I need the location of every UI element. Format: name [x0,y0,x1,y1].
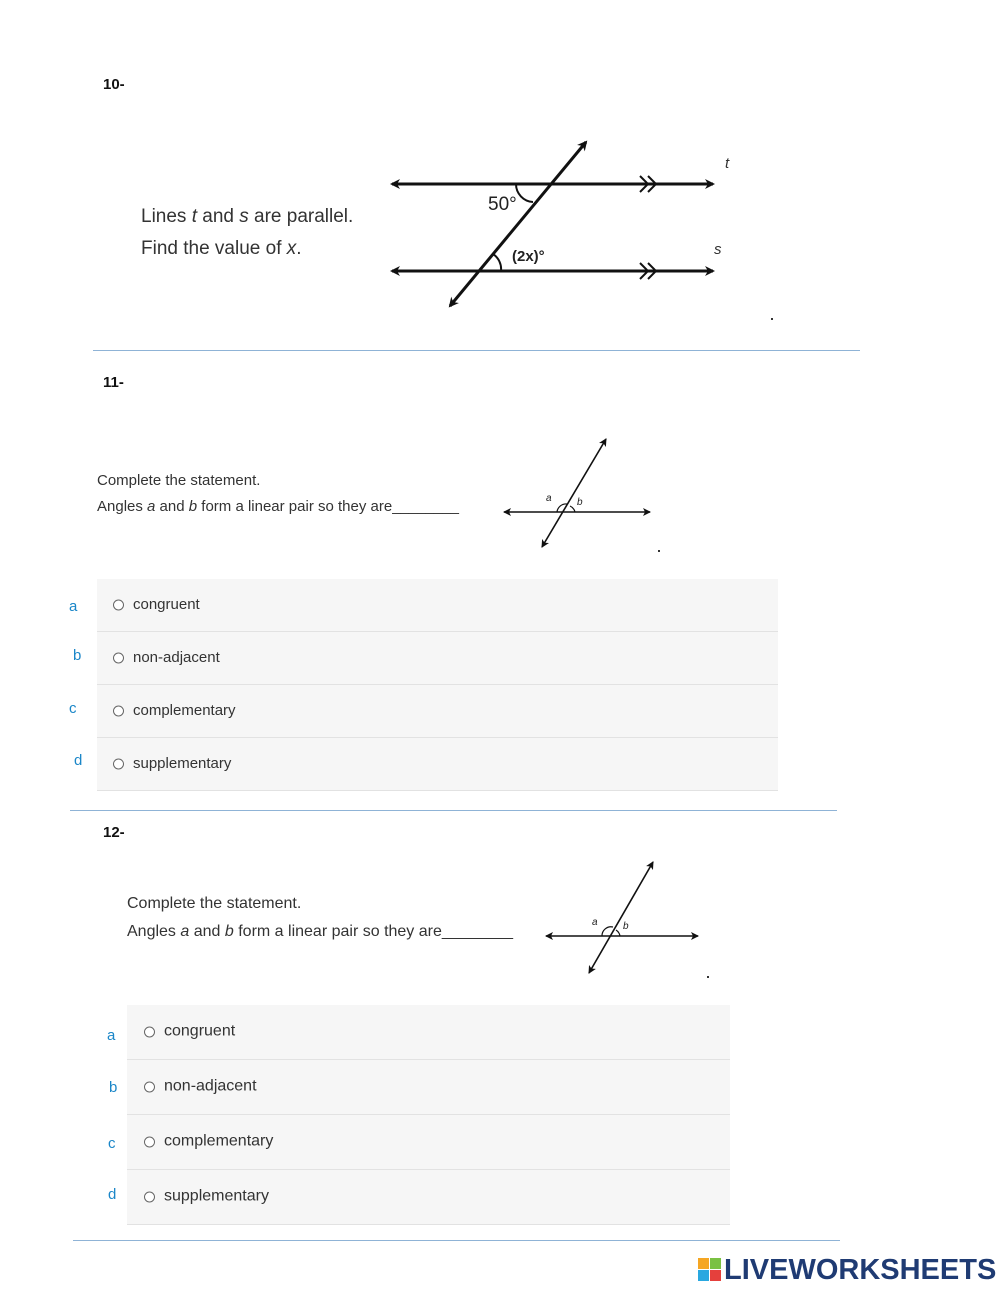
angle-arc-b [616,930,620,936]
option-congruent[interactable] [97,579,778,632]
q10-text: are parallel. [248,206,354,227]
option-supplementary[interactable] [127,1170,730,1225]
radio-button[interactable] [113,653,124,664]
transversal [450,142,586,306]
q10-text: . [296,238,302,259]
option-letter-b: b [73,647,82,664]
angle-label-a: a [546,493,552,504]
q10-var-t: t [191,206,197,227]
q11-var-a: a [147,498,156,515]
divider-1 [93,350,860,351]
option-label: complementary [164,1132,274,1150]
angle-arc-top [516,184,533,202]
q12-text: form a linear pair so they are________ [233,923,514,940]
q10-text: Lines [141,206,192,227]
question-12-number: 12- [103,824,125,841]
logo-tile-e [710,1270,721,1281]
q12-line1: Complete the statement. [127,895,302,912]
question-11-number: 11- [103,374,124,391]
linear-pair-diagram-12 [540,856,710,980]
liveworksheets-logo[interactable]: LIVEWORKSHEETS [724,1254,997,1286]
option-supplementary[interactable] [97,738,778,791]
option-label: non-adjacent [133,649,220,667]
option-label: supplementary [164,1187,269,1205]
angle-label-b: b [623,921,629,932]
logo-tile-v [698,1270,709,1281]
stray-dot [658,550,660,552]
option-label: congruent [164,1022,236,1040]
q12-text: and [189,923,225,940]
question-11-statement [97,468,459,520]
stray-dot [771,318,773,320]
q11-text: Angles [97,498,148,515]
option-complementary[interactable] [97,685,778,738]
line-label-t: t [725,155,730,172]
radio-button[interactable] [113,706,124,717]
q11-text: and [155,498,189,515]
radio-button[interactable] [113,600,124,611]
q12-var-b: b [224,923,234,940]
q10-text: and [196,206,240,227]
angle-label-b: b [577,497,583,508]
parallel-lines-diagram [380,130,780,330]
q10-var-x: x [286,238,297,259]
option-letter-d: d [74,752,83,769]
option-label: congruent [133,596,200,614]
q11-line1: Complete the statement. [97,472,261,489]
q11-text: form a linear pair so they are________ [197,498,459,515]
option-label: non-adjacent [164,1077,257,1095]
divider-2 [70,810,837,811]
question-10-number: 10- [103,76,125,93]
angle-label-50: 50° [488,194,517,215]
option-letter-a: a [107,1027,116,1044]
transversal-line [542,439,606,547]
stray-dot [707,976,709,978]
angle-label-a: a [592,917,598,928]
question-10-statement [141,201,353,265]
q10-text: Find the value of [141,238,287,259]
option-letter-a: a [69,598,78,615]
linear-pair-diagram-11 [500,434,670,554]
option-congruent[interactable] [127,1005,730,1060]
option-label: complementary [133,702,236,720]
option-letter-d: d [108,1186,117,1203]
option-non-adjacent[interactable] [97,632,778,685]
q10-var-s: s [239,206,249,227]
radio-button[interactable] [144,1137,155,1148]
logo-tile-i [710,1258,721,1269]
logo-tile-l [698,1258,709,1269]
option-non-adjacent[interactable] [127,1060,730,1115]
option-letter-c: c [69,700,77,717]
question-12-statement [127,890,513,946]
line-label-s: s [714,241,722,258]
q12-text: Angles [127,923,181,940]
q11-var-b: b [188,498,198,515]
transversal-line [589,862,653,973]
radio-button[interactable] [144,1192,155,1203]
angle-arc-bottom [493,254,501,271]
angle-arc-b [570,506,575,512]
radio-button[interactable] [144,1082,155,1093]
q12-var-a: a [180,923,190,940]
liveworksheets-logo-icon [698,1258,722,1282]
option-label: supplementary [133,755,232,773]
option-letter-c: c [108,1135,116,1152]
radio-button[interactable] [113,759,124,770]
option-complementary[interactable] [127,1115,730,1170]
option-letter-b: b [109,1079,118,1096]
radio-button[interactable] [144,1027,155,1038]
angle-label-2x: (2x)° [512,248,545,265]
divider-3 [73,1240,840,1241]
